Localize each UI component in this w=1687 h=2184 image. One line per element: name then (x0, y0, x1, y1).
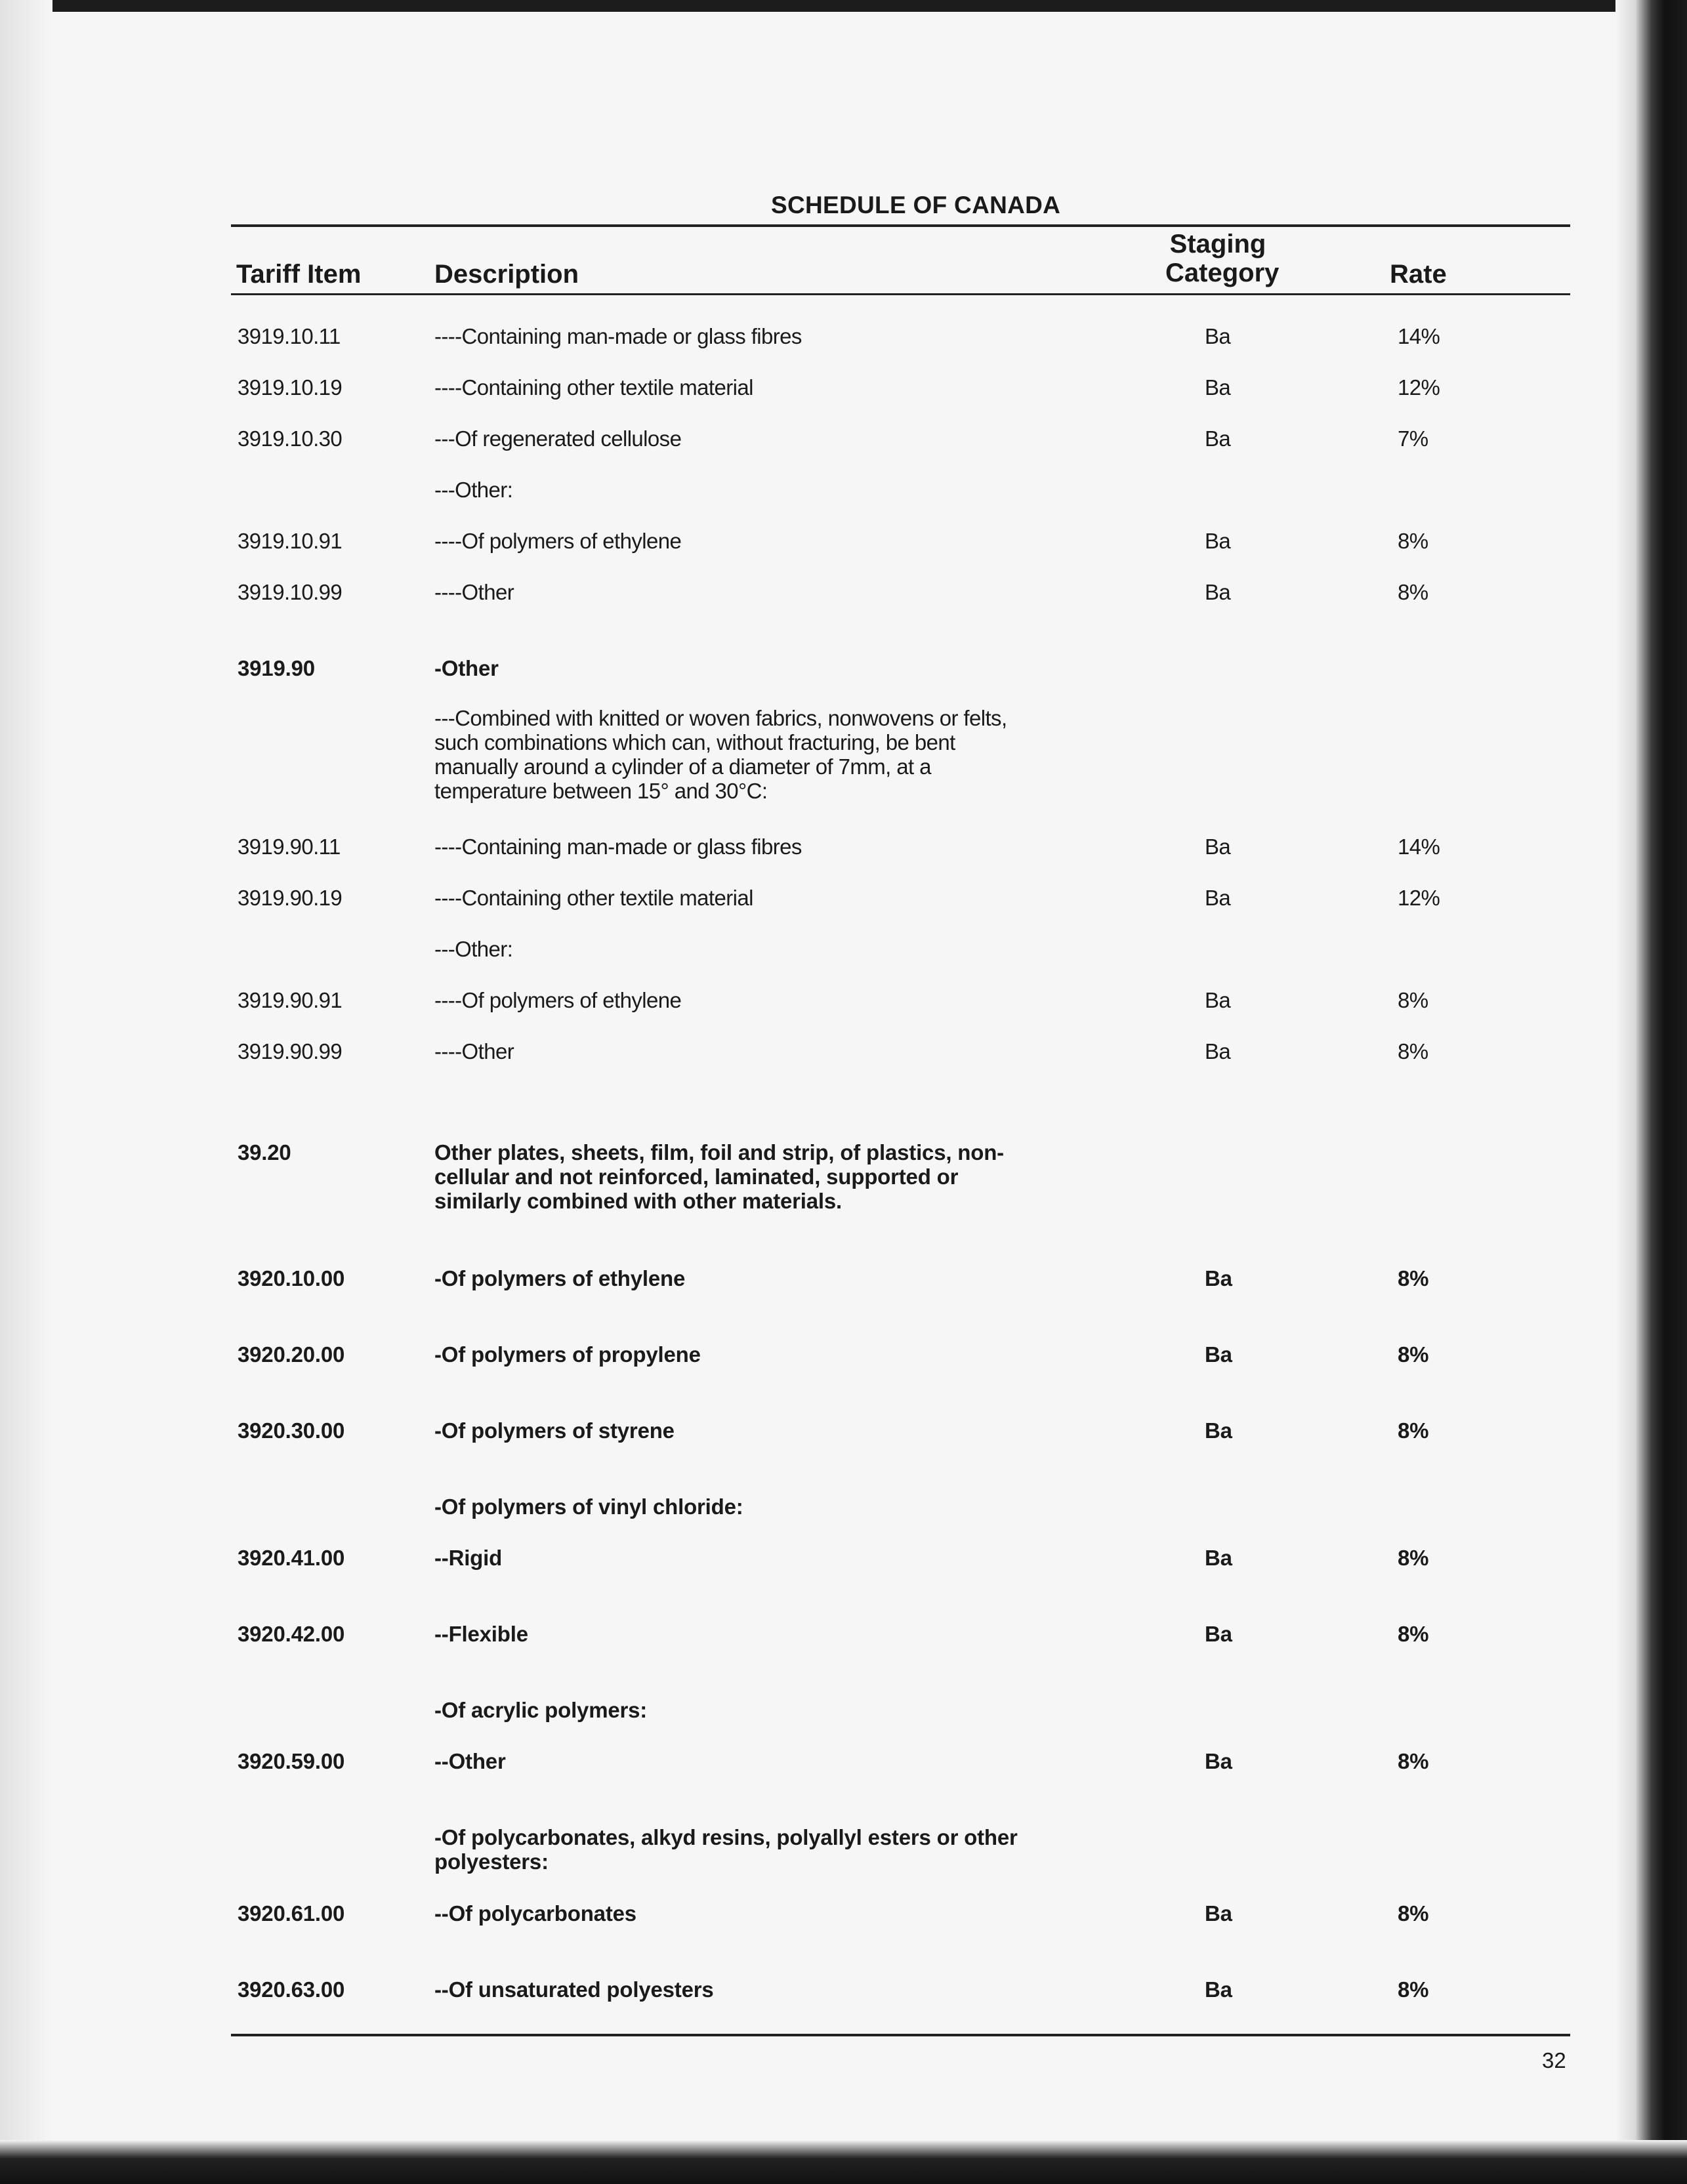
description-cell: ---Combined with knitted or woven fabrics, nonwovens or felts, such combinations which can, without fracturing, be bent manually around a cylinder of a diameter of 7mm, at a temperature between 15° and 30°C: (434, 706, 1007, 803)
staging-category-cell: Ba (1205, 1418, 1232, 1443)
tariff-item-cell: 3919.90.11 (238, 834, 341, 859)
description-cell: --Of polycarbonates (434, 1901, 636, 1926)
rate-cell: 14% (1398, 324, 1440, 348)
header-rate: Rate (1390, 260, 1447, 289)
description-cell: ---Of regenerated cellulose (434, 426, 682, 451)
description-cell: -Of polymers of ethylene (434, 1266, 686, 1290)
header-tariff-item: Tariff Item (236, 260, 362, 289)
description-cell: --Other (434, 1749, 506, 1773)
scan-bottom-shadow (0, 2140, 1687, 2184)
rate-cell: 8% (1398, 580, 1428, 604)
rate-cell: 12% (1398, 375, 1440, 400)
rate-cell: 8% (1398, 1901, 1429, 1926)
tariff-item-cell: 3920.59.00 (238, 1749, 345, 1773)
description-cell: ----Containing other textile material (434, 886, 753, 910)
description-cell: ----Of polymers of ethylene (434, 529, 682, 553)
staging-category-cell: Ba (1205, 375, 1231, 400)
rate-cell: 8% (1398, 1977, 1429, 2002)
staging-category-cell: Ba (1205, 1901, 1232, 1926)
rate-cell: 8% (1398, 988, 1428, 1012)
page-title: SCHEDULE OF CANADA (771, 192, 1061, 218)
staging-category-cell: Ba (1205, 426, 1231, 451)
book-binding-edge (1615, 0, 1687, 2184)
staging-category-cell: Ba (1205, 1546, 1232, 1570)
description-cell: -Other (434, 656, 499, 680)
rate-cell: 7% (1398, 426, 1428, 451)
tariff-item-cell: 3920.10.00 (238, 1266, 345, 1290)
tariff-item-cell: 3920.63.00 (238, 1977, 345, 2002)
staging-category-cell: Ba (1205, 834, 1231, 859)
tariff-item-cell: 3919.10.91 (238, 529, 343, 553)
description-cell: --Flexible (434, 1622, 528, 1646)
tariff-item-cell: 3920.20.00 (238, 1342, 345, 1367)
description-cell: -Of polycarbonates, alkyd resins, polyallyl esters or other polyesters: (434, 1825, 1018, 1874)
rate-cell: 8% (1398, 1039, 1428, 1063)
description-cell: ----Containing man-made or glass fibres (434, 324, 802, 348)
tariff-item-cell: 3920.42.00 (238, 1622, 345, 1646)
tariff-item-cell: 3919.90.19 (238, 886, 343, 910)
page-number: 32 (1542, 2048, 1566, 2072)
staging-category-cell: Ba (1205, 1266, 1232, 1290)
rate-cell: 14% (1398, 834, 1440, 859)
description-cell: --Rigid (434, 1546, 503, 1570)
tariff-item-cell: 3919.10.11 (238, 324, 341, 348)
tariff-item-cell: 3919.10.99 (238, 580, 343, 604)
rate-cell: 8% (1398, 1546, 1429, 1570)
staging-category-cell: Ba (1205, 324, 1231, 348)
rate-cell: 12% (1398, 886, 1440, 910)
tariff-item-cell: 3919.90.91 (238, 988, 343, 1012)
rate-cell: 8% (1398, 529, 1428, 553)
rate-cell: 8% (1398, 1342, 1429, 1367)
description-cell: ----Containing man-made or glass fibres (434, 834, 802, 859)
rate-cell: 8% (1398, 1418, 1429, 1443)
description-cell: ----Of polymers of ethylene (434, 988, 682, 1012)
tariff-item-cell: 3919.10.19 (238, 375, 343, 400)
rate-cell: 8% (1398, 1622, 1429, 1646)
description-cell: ----Other (434, 580, 514, 604)
description-cell: -Of polymers of styrene (434, 1418, 675, 1443)
staging-category-cell: Ba (1205, 529, 1231, 553)
staging-category-cell: Ba (1205, 1749, 1232, 1773)
staging-category-cell: Ba (1205, 886, 1231, 910)
tariff-item-cell: 3920.30.00 (238, 1418, 345, 1443)
description-cell: ---Other: (434, 937, 513, 961)
staging-category-cell: Ba (1205, 988, 1231, 1012)
description-cell: -Of polymers of propylene (434, 1342, 701, 1367)
tariff-item-cell: 3919.90 (238, 656, 315, 680)
bottom-rule (231, 2034, 1570, 2036)
staging-category-cell: Ba (1205, 1342, 1232, 1367)
rate-cell: 8% (1398, 1266, 1429, 1290)
staging-category-cell: Ba (1205, 1039, 1231, 1063)
tariff-item-cell: 39.20 (238, 1140, 291, 1164)
description-cell: Other plates, sheets, film, foil and strip, of plastics, non-cellular and not reinforced, laminated, supported or similarly combined with other materials. (434, 1140, 1004, 1213)
staging-category-cell: Ba (1205, 1622, 1232, 1646)
description-cell: ----Containing other textile material (434, 375, 753, 400)
tariff-item-cell: 3920.41.00 (238, 1546, 345, 1570)
tariff-item-cell: 3919.10.30 (238, 426, 343, 451)
rate-cell: 8% (1398, 1749, 1429, 1773)
top-rule (231, 224, 1570, 227)
header-staging-category: Staging Category (1165, 230, 1280, 287)
description-cell: -Of acrylic polymers: (434, 1698, 648, 1722)
description-cell: ----Other (434, 1039, 514, 1063)
header-rule (231, 293, 1570, 295)
tariff-item-cell: 3920.61.00 (238, 1901, 345, 1926)
staging-category-cell: Ba (1205, 1977, 1232, 2002)
tariff-item-cell: 3919.90.99 (238, 1039, 343, 1063)
description-cell: -Of polymers of vinyl chloride: (434, 1494, 743, 1519)
staging-category-cell: Ba (1205, 580, 1231, 604)
header-description: Description (434, 260, 579, 289)
description-cell: ---Other: (434, 478, 513, 502)
description-cell: --Of unsaturated polyesters (434, 1977, 714, 2002)
